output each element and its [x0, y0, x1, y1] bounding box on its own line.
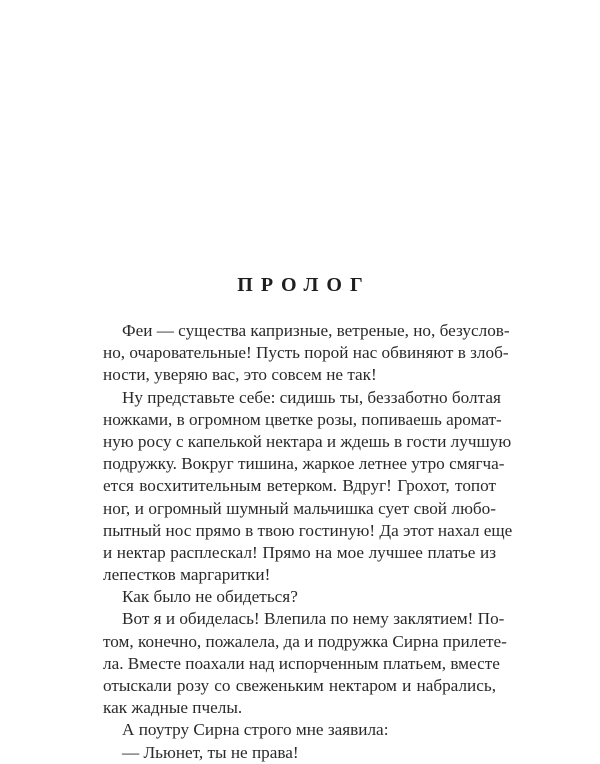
text-line: как жадные пчелы.: [103, 698, 243, 718]
text-line: ется восхитительным ветерком. Вдруг! Грохот, топот: [103, 476, 496, 496]
text-line: том, конечно, пожалела, да и подружка Сирна прилете-: [103, 631, 507, 651]
text-line: А поутру Сирна строго мне заявила:: [122, 720, 389, 740]
text-line: ножками, в огромном цветке розы, попиваешь аромат-: [103, 409, 502, 429]
text-line: Вот я и обиделась! Влепила по нему заклятием! По-: [122, 609, 505, 629]
text-line: Феи — существа капризные, ветреные, но, безуслов-: [122, 321, 510, 340]
text-line: Ну представьте себе: сидишь ты, беззаботно болтая: [122, 387, 501, 407]
text-line: ности, уверяю вас, это совсем не так!: [103, 365, 377, 385]
text-line: пытный нос прямо в твою гостиную! Да этот нахал еще: [103, 520, 513, 540]
text-line: подружку. Вокруг тишина, жаркое летнее утро смягча-: [103, 454, 505, 474]
text-line: и нектар расплескал! Прямо на мое лучшее платье из: [103, 542, 496, 562]
text-line: отыскали розу со свеженьким нектаром и набрались,: [103, 676, 496, 695]
chapter-title: ПРОЛОГ: [237, 274, 371, 296]
text-line: ног, и огромный шумный мальчишка сует свой любо-: [103, 498, 496, 518]
text-line: ла. Вместе поахали над испорченным платьем, вместе: [103, 653, 500, 673]
text-line: но, очаровательные! Пусть порой нас обвиняют в злоб-: [103, 343, 509, 363]
text-line: Как было не обидеться?: [122, 587, 298, 607]
text-line: лепестков маргаритки!: [103, 565, 271, 585]
text-line: ную росу с капелькой нектара и ждешь в гости лучшую: [103, 431, 512, 451]
dialogue-line: — Льюнет, ты не права!: [122, 742, 299, 762]
chapter-body: [103, 320, 513, 764]
